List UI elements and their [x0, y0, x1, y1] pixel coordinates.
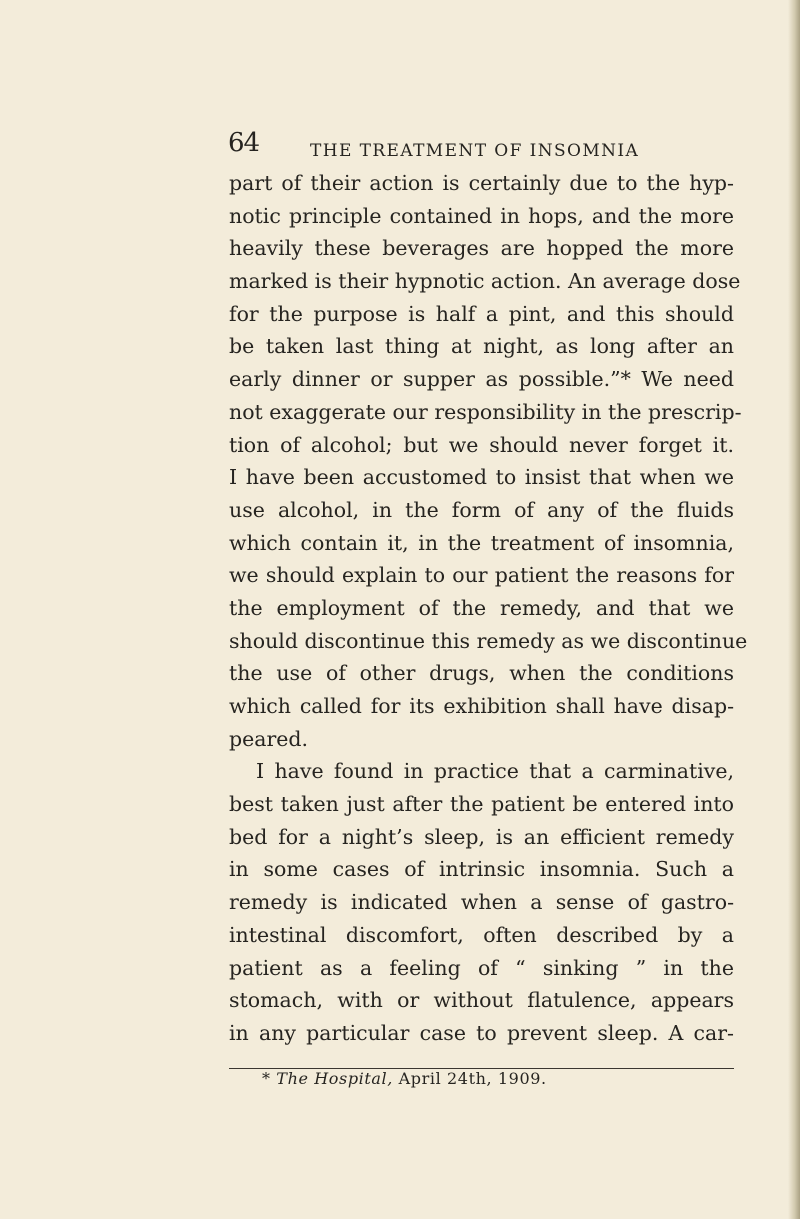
- text-line: the employment of the remedy, and that we: [229, 595, 734, 620]
- text-line: marked is their hypnotic action. An average dose: [229, 269, 741, 294]
- text-line: patient as a feeling of “ sinking ” in the: [229, 955, 734, 980]
- text-line: tion of alcohol; but we should never forget it.: [229, 432, 734, 457]
- text-line: not exaggerate our responsibility in the prescrip-: [229, 399, 742, 424]
- text-line: which called for its exhibition shall have disap-: [229, 694, 734, 718]
- text-line: best taken just after the patient be entered into: [229, 792, 734, 817]
- body-text: [229, 167, 748, 1050]
- text-line: the use of other drugs, when the conditions: [229, 661, 734, 686]
- text-line: notic principle contained in hops, and the more: [229, 203, 734, 228]
- text-line: stomach, with or without flatulence, appears: [229, 988, 734, 1013]
- text-line: in some cases of intrinsic insomnia. Such a: [229, 857, 734, 882]
- text-line: bed for a night’s sleep, is an efficient remedy: [229, 824, 734, 849]
- page-edge-shadow: [788, 0, 800, 1219]
- text-line: remedy is indicated when a sense of gastro-: [229, 890, 734, 915]
- text-line: be taken last thing at night, as long after an: [229, 334, 734, 359]
- text-line: early dinner or supper as possible.”* We need: [229, 367, 734, 392]
- footnote: [262, 1069, 547, 1088]
- text-line-paragraph-start: I have found in practice that a carminative,: [256, 759, 734, 784]
- text-line: heavily these beverages are hopped the more: [229, 236, 734, 261]
- running-head: THE TREATMENT OF INSOMNIA: [310, 141, 640, 161]
- text-line-paragraph-end: peared.: [229, 726, 309, 751]
- footnote-source-title: The Hospital,: [276, 1069, 393, 1088]
- text-line: part of their action is certainly due to the hyp-: [229, 171, 734, 195]
- text-line: in any particular case to prevent sleep. A car-: [229, 1020, 734, 1045]
- footnote-marker: *: [262, 1069, 271, 1088]
- text-line: I have been accustomed to insist that when we: [229, 465, 734, 490]
- text-line: intestinal discomfort, often described by a: [229, 922, 734, 947]
- page-number: 64: [228, 128, 260, 158]
- footnote-date: April 24th, 1909.: [398, 1069, 547, 1088]
- text-line: use alcohol, in the form of any of the fluids: [229, 497, 734, 522]
- text-line: we should explain to our patient the reasons for: [229, 563, 734, 588]
- text-line: for the purpose is half a pint, and this should: [229, 301, 734, 326]
- page-header: [228, 128, 678, 164]
- text-line: which contain it, in the treatment of insomnia,: [229, 530, 734, 555]
- text-line: should discontinue this remedy as we discontinue: [229, 628, 748, 653]
